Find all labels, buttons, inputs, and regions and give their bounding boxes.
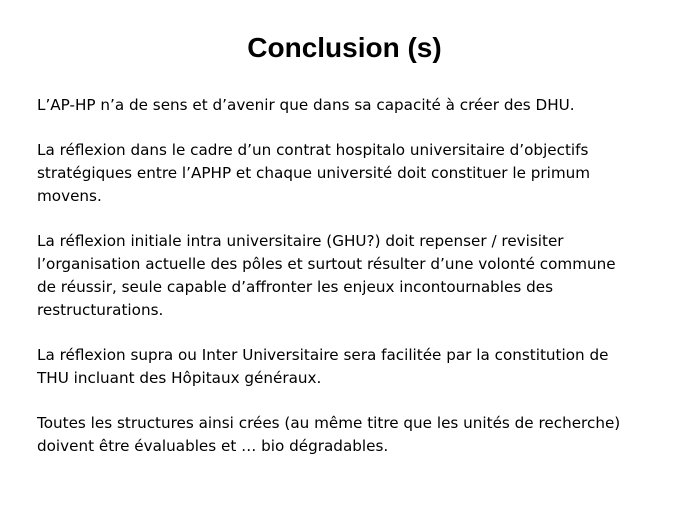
paragraph-line: l’organisation actuelle des pôles et surtout résulter d’une volonté commune (37, 255, 616, 273)
paragraph-inter-universitaire (37, 344, 657, 390)
paragraph-line: La réflexion dans le cadre d’un contrat hospitalo universitaire d’objectifs (37, 141, 589, 159)
paragraph-line: THU incluant des Hôpitaux généraux. (37, 369, 322, 387)
paragraph-line: L’AP-HP n’a de sens et d’avenir que dans sa capacité à créer des DHU. (37, 96, 575, 114)
paragraph-line: La réflexion initiale intra universitaire (GHU?) doit repenser / revisiter (37, 232, 564, 250)
paragraph-line: doivent être évaluables et … bio dégradables. (37, 437, 389, 455)
paragraph-contrat (37, 139, 657, 208)
paragraph-line: restructurations. (37, 301, 164, 319)
paragraph-line: de réussir, seule capable d’affronter les enjeux incontournables des (37, 278, 553, 296)
paragraph-line: La réflexion supra ou Inter Universitaire sera facilitée par la constitution de (37, 346, 609, 364)
paragraph-line: movens. (37, 187, 102, 205)
paragraph-line: Toutes les structures ainsi crées (au même titre que les unités de recherche) (37, 414, 621, 432)
slide-body (37, 94, 657, 480)
paragraph-line: stratégiques entre l’APHP et chaque université doit constituer le primum (37, 164, 591, 182)
paragraph-structures (37, 412, 657, 458)
paragraph-intra-universitaire (37, 230, 657, 322)
paragraph-dhu (37, 94, 657, 117)
slide-title: Conclusion (s) (247, 32, 442, 63)
